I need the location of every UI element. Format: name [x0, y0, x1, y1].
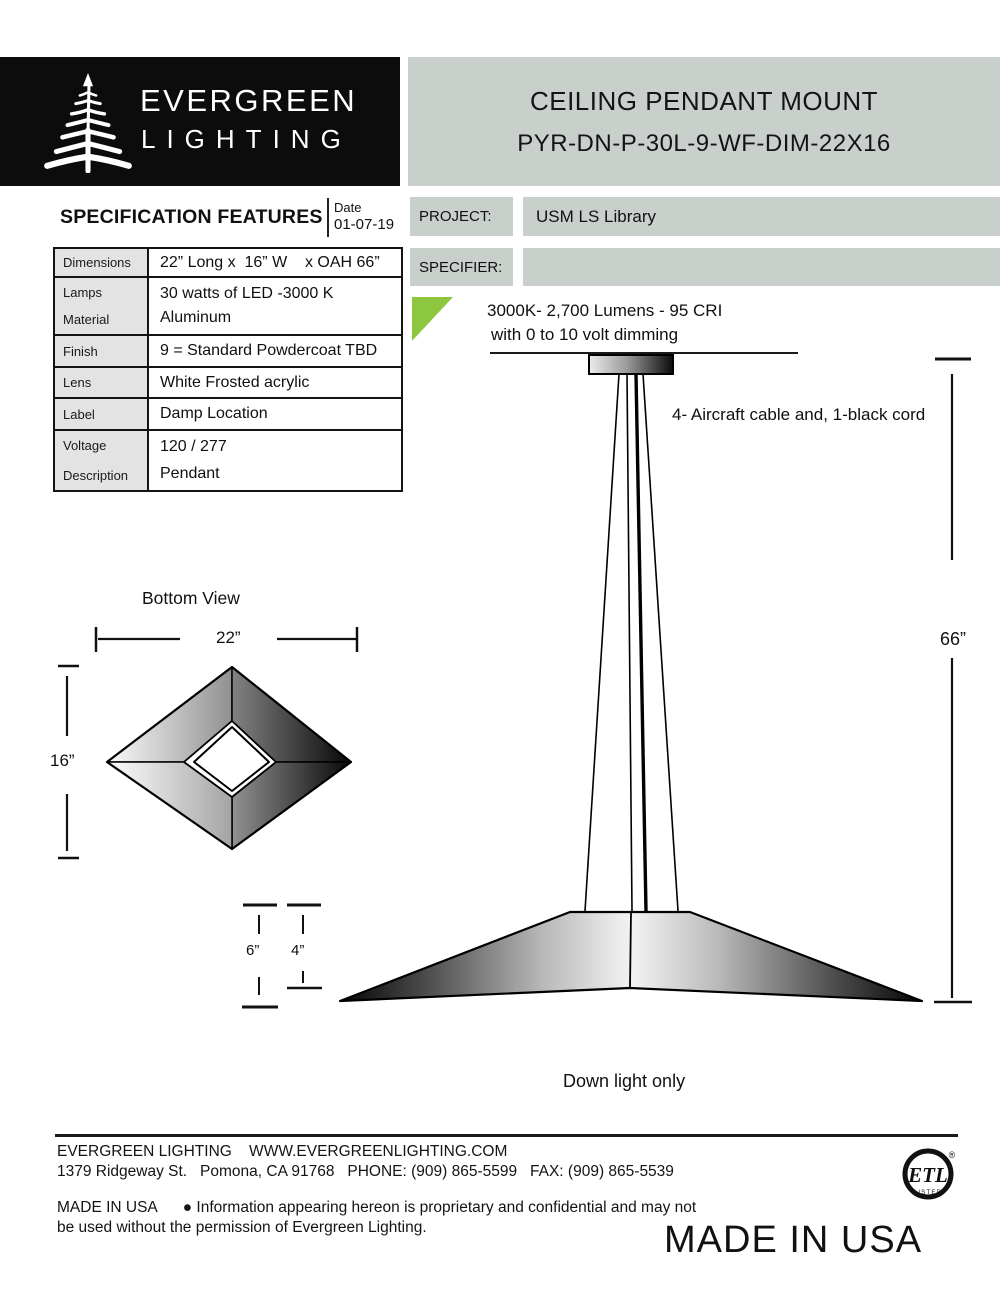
specifier-value: [523, 248, 1000, 286]
lumens-note: 3000K- 2,700 Lumens - 95 CRI: [487, 301, 723, 320]
spec-features-heading: SPECIFICATION FEATURES: [60, 206, 323, 228]
model-code: PYR-DN-P-30L-9-WF-DIM-22X16: [517, 129, 891, 157]
table-row: [55, 399, 401, 431]
accent-triangle-icon: [412, 297, 453, 341]
footer-legal-line-2: be used without the permission of Evergreen Lighting.: [57, 1219, 427, 1236]
date-value: 01-07-19: [334, 216, 395, 233]
spec-label: Lamps Material: [55, 278, 149, 334]
spec-value: 22” Long x 16” W x OAH 66”: [160, 253, 380, 271]
spec-label: Lens: [55, 368, 149, 397]
brand-wordmark-evergreen: EVERGREEN: [140, 83, 358, 118]
table-row: [55, 431, 401, 490]
canopy: [589, 355, 673, 374]
dim-16-label: 16”: [50, 751, 75, 770]
spec-value: 120 / 277 Pendant: [160, 438, 227, 482]
project-label: PROJECT:: [410, 197, 513, 236]
brand-logo-box: [0, 57, 400, 186]
spec-value: 30 watts of LED -3000 K Aluminum: [160, 285, 334, 326]
project-value: USM LS Library: [523, 197, 1000, 236]
table-row: [55, 368, 401, 399]
specifier-label: SPECIFIER:: [410, 248, 513, 286]
oah-dimension: [934, 359, 972, 1002]
dim-22-label: 22”: [216, 628, 241, 647]
cable-note: 4- Aircraft cable and, 1-black cord: [672, 405, 926, 424]
spec-value: White Frosted acrylic: [160, 373, 310, 391]
dim-4-label: 4”: [291, 942, 305, 959]
date-divider: [327, 198, 329, 237]
etl-listed-mark: [901, 1146, 957, 1202]
dim-66-label: 66”: [939, 629, 966, 649]
etl-text: ETL: [908, 1163, 948, 1187]
footer-company-line: EVERGREEN LIGHTING WWW.EVERGREENLIGHTING.COM: [57, 1143, 508, 1160]
bottom-view-title: Bottom View: [142, 588, 240, 608]
spec-table: [53, 247, 403, 492]
footer-address-line: 1379 Ridgeway St. Pomona, CA 91768 PHONE: (909) 865-5599 FAX: (909) 865-5539: [57, 1163, 674, 1180]
made-in-usa-large: MADE IN USA: [664, 1219, 923, 1261]
etl-listed-text: LISTED: [913, 1190, 943, 1196]
spec-value: Damp Location: [160, 405, 268, 422]
spec-label: Finish: [55, 336, 149, 366]
date-label: Date: [334, 200, 362, 215]
dimming-note: with 0 to 10 volt dimming: [491, 325, 679, 344]
spec-label: Dimensions: [55, 249, 149, 276]
product-title: CEILING PENDANT MOUNT: [529, 85, 879, 116]
bottom-view-diamond: [107, 667, 351, 849]
table-row: [55, 249, 401, 278]
registered-mark-icon: ®: [948, 1150, 956, 1160]
spec-label: Voltage Description: [55, 431, 149, 490]
footer-legal-line-1: MADE IN USA ● Information appearing hereon is proprietary and confidential and may not: [57, 1199, 697, 1216]
spec-value: 9 = Standard Powdercoat TBD: [160, 342, 378, 359]
down-light-note: Down light only: [563, 1071, 686, 1091]
dim-6-label: 6”: [246, 942, 260, 959]
brand-wordmark-lighting: LIGHTING: [141, 124, 352, 154]
aircraft-cables: [585, 374, 678, 911]
table-row: [55, 278, 401, 336]
pendant-shade: [340, 912, 922, 1001]
footer-rule: [55, 1134, 958, 1137]
table-row: [55, 336, 401, 368]
pine-tree-icon: [42, 71, 134, 173]
title-panel: [408, 57, 1000, 186]
spec-label: Label: [55, 399, 149, 429]
